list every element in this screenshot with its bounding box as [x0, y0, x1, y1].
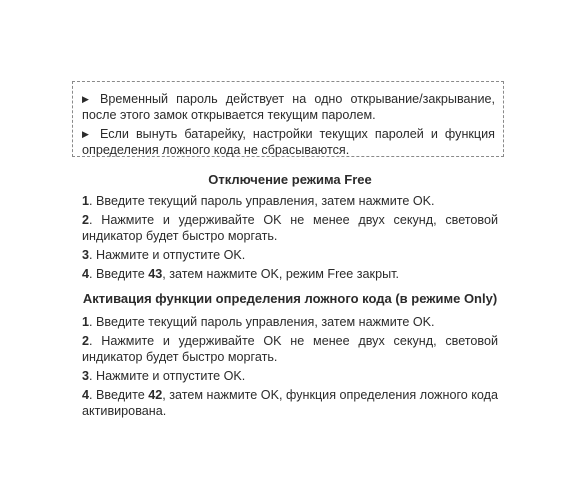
step-item: 3. Нажмите и отпустите OK. — [82, 369, 246, 383]
steps-list-free-mode — [82, 193, 498, 282]
step-item: 1. Введите текущий пароль управления, затем нажмите OK. — [82, 194, 435, 208]
code-value: 42 — [148, 388, 163, 402]
section-title-free-mode: Отключение режима Free — [208, 172, 372, 187]
note-item — [82, 91, 495, 123]
step-item: 2. Нажмите и удерживайте OK не менее двух секунд, световой индикатор будет быстро моргать. — [82, 213, 498, 243]
note-text: Если вынуть батарейку, настройки текущих паролей и функция определения ложного кода не сбрасываются. — [82, 127, 495, 157]
notes-box — [72, 81, 504, 157]
triangle-bullet-icon: ▶ — [82, 129, 89, 139]
step-item: 1. Введите текущий пароль управления, затем нажмите OK. — [82, 315, 435, 329]
note-text: Временный пароль действует на одно открывание/закрывание, после этого замок открывается текущим паролем. — [82, 92, 495, 122]
step-item: 4. Введите 42, затем нажмите OK, функция определения ложного кода активирована. — [82, 388, 499, 418]
section-title-false-code: Активация функции определения ложного кода (в режиме Only) — [82, 291, 498, 306]
step-item: 4. Введите 43, затем нажмите OK, режим Free закрыт. — [82, 267, 399, 281]
step-item: 3. Нажмите и отпустите OK. — [82, 248, 246, 262]
note-item — [82, 126, 495, 158]
step-item: 2. Нажмите и удерживайте OK не менее двух секунд, световой индикатор будет быстро моргать. — [82, 334, 498, 364]
steps-list-false-code — [82, 314, 498, 419]
triangle-bullet-icon: ▶ — [82, 94, 89, 104]
code-value: 43 — [148, 267, 163, 281]
